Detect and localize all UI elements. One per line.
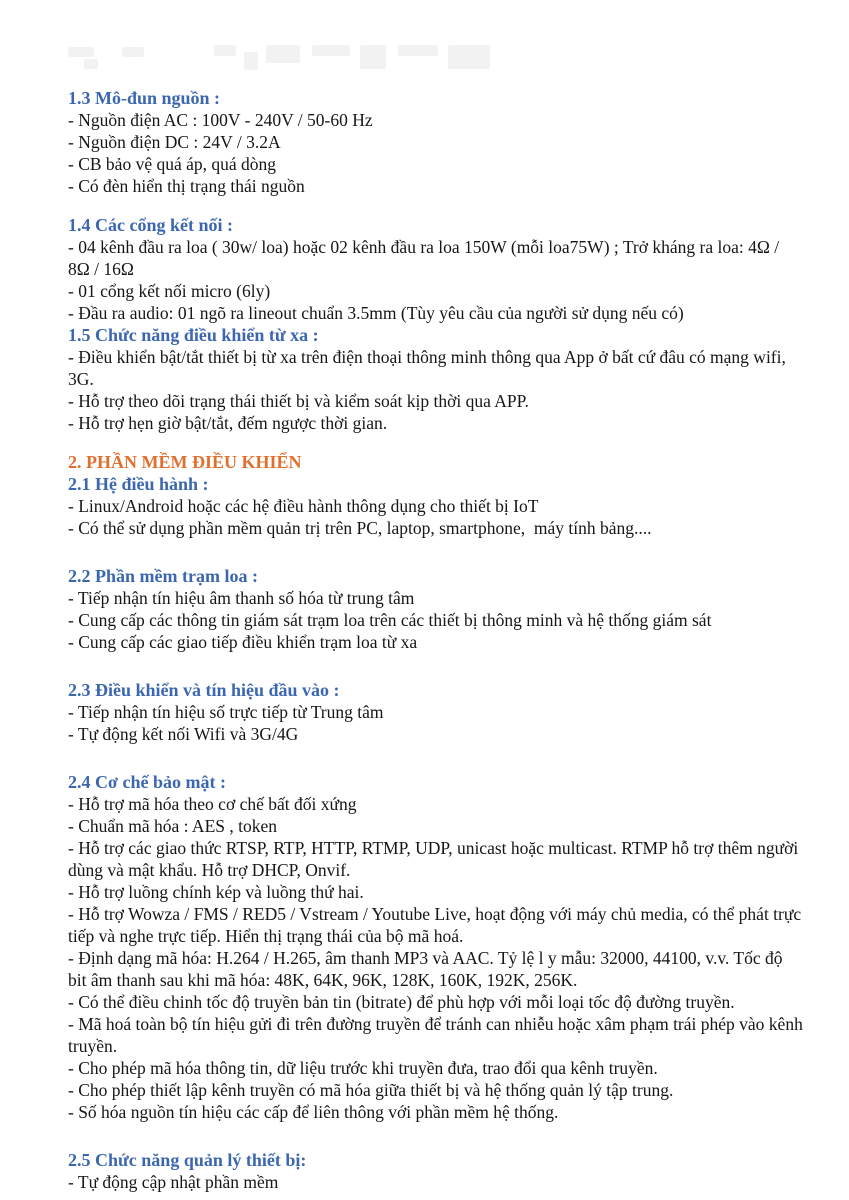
spec-line: - Có thể sử dụng phần mềm quản trị trên PC, laptop, smartphone, máy tính bảng.... bbox=[68, 518, 652, 538]
section-operating-system bbox=[68, 473, 803, 539]
spec-line: - Cung cấp các giao tiếp điều khiển trạm loa từ xa bbox=[68, 632, 418, 652]
spec-line: - Tiếp nhận tín hiệu số trực tiếp từ Trung tâm bbox=[68, 702, 384, 722]
spec-line: - Cung cấp các thông tin giám sát trạm loa trên các thiết bị thông minh và hệ thống giám sát bbox=[68, 610, 712, 630]
section-connection-ports bbox=[68, 214, 803, 324]
section-control-software bbox=[68, 451, 803, 473]
spec-line: - Tự động kết nối Wifi và 3G/4G bbox=[68, 724, 299, 744]
faded-scan-artifact bbox=[68, 44, 803, 74]
spec-line: - Chuẩn mã hóa : AES , token bbox=[68, 816, 278, 836]
spec-line: - Có thể điều chinh tốc độ truyền bản tin (bitrate) để phù hợp với mỗi loại tốc độ đường truyền. bbox=[68, 992, 735, 1012]
spec-line: - Điều khiển bật/tắt thiết bị từ xa trên điện thoại thông minh thông qua App ở bất cứ đâu có mạng wifi, 3G. bbox=[68, 347, 791, 389]
section-heading-operating-system: 2.1 Hệ điều hành : bbox=[68, 474, 209, 494]
spec-line: - Đầu ra audio: 01 ngõ ra lineout chuẩn 3.5mm (Tùy yêu cầu của người sử dụng nếu có) bbox=[68, 303, 684, 323]
spec-line: - Hỗ trợ Wowza / FMS / RED5 / Vstream / Youtube Live, hoạt động với máy chủ media, có thể phát trực tiếp và nghe trực tiếp. Hiển thị trạng thái của bộ mã hoá. bbox=[68, 904, 806, 946]
section-heading-connection-ports: 1.4 Các cổng kết nối : bbox=[68, 215, 233, 235]
section-heading-speaker-station-software: 2.2 Phần mềm trạm loa : bbox=[68, 566, 258, 586]
spec-line: - Hỗ trợ các giao thức RTSP, RTP, HTTP, RTMP, UDP, unicast hoặc multicast. RTMP hỗ trợ thêm người dùng và mật khẩu. Hỗ trợ DHCP, Onvif. bbox=[68, 838, 803, 880]
section-heading-device-management: 2.5 Chức năng quản lý thiết bị: bbox=[68, 1150, 307, 1170]
spec-line: - CB bảo vệ quá áp, quá dòng bbox=[68, 154, 277, 174]
spec-line: - Nguồn điện AC : 100V - 240V / 50-60 Hz bbox=[68, 110, 373, 130]
spec-line: - Tiếp nhận tín hiệu âm thanh số hóa từ trung tâm bbox=[68, 588, 415, 608]
section-speaker-station-software bbox=[68, 565, 803, 653]
section-heading-control-software: 2. PHẦN MỀM ĐIỀU KHIỂN bbox=[68, 452, 302, 472]
section-device-management bbox=[68, 1149, 803, 1193]
section-control-input-signal bbox=[68, 679, 803, 745]
section-heading-power-module: 1.3 Mô-đun nguồn : bbox=[68, 88, 221, 108]
spec-line: - 04 kênh đầu ra loa ( 30w/ loa) hoặc 02 kênh đầu ra loa 150W (mỗi loa75W) ; Trở kháng ra loa: 4Ω / 8Ω / 16Ω bbox=[68, 237, 784, 279]
section-security-mechanism bbox=[68, 771, 808, 1123]
section-heading-security-mechanism: 2.4 Cơ chế bảo mật : bbox=[68, 772, 226, 792]
spec-line: - Số hóa nguồn tín hiệu các cấp để liên thông với phần mềm hệ thống. bbox=[68, 1102, 559, 1122]
spec-line: - Hỗ trợ theo dõi trạng thái thiết bị và kiểm soát kịp thời qua APP. bbox=[68, 391, 529, 411]
section-remote-control bbox=[68, 324, 803, 434]
spec-line: - Cho phép thiết lập kênh truyền có mã hóa giữa thiết bị và hệ thống quản lý tập trung. bbox=[68, 1080, 674, 1100]
section-heading-remote-control: 1.5 Chức năng điều khiển từ xa : bbox=[68, 325, 319, 345]
spec-line: - 01 cổng kết nối micro (6ly) bbox=[68, 281, 271, 301]
spec-line: - Hỗ trợ hẹn giờ bật/tắt, đếm ngược thời gian. bbox=[68, 413, 388, 433]
spec-line: - Hỗ trợ luồng chính kép và luồng thứ hai. bbox=[68, 882, 364, 902]
spec-line: - Cho phép mã hóa thông tin, dữ liệu trước khi truyền đưa, trao đổi qua kênh truyền. bbox=[68, 1058, 658, 1078]
section-heading-control-input-signal: 2.3 Điều khiển và tín hiệu đầu vào : bbox=[68, 680, 340, 700]
section-power-module bbox=[68, 87, 803, 197]
spec-line: - Định dạng mã hóa: H.264 / H.265, âm thanh MP3 và AAC. Tỷ lệ l y mẫu: 32000, 44100, v.v. Tốc độ bit âm thanh sau khi mã hóa: 48K, 64K, 96K, 128K, 160K, 192K, 256K. bbox=[68, 948, 787, 990]
spec-line: - Có đèn hiển thị trạng thái nguồn bbox=[68, 176, 305, 196]
spec-line: - Tự động cập nhật phần mềm bbox=[68, 1172, 279, 1192]
spec-line: - Nguồn điện DC : 24V / 3.2A bbox=[68, 132, 281, 152]
spec-line: - Linux/Android hoặc các hệ điều hành thông dụng cho thiết bị IoT bbox=[68, 496, 539, 516]
spec-line: - Hỗ trợ mã hóa theo cơ chế bất đối xứng bbox=[68, 794, 357, 814]
spec-line: - Mã hoá toàn bộ tín hiệu gửi đi trên đường truyền để tránh can nhiễu hoặc xâm phạm trái phép vào kênh truyền. bbox=[68, 1014, 808, 1056]
